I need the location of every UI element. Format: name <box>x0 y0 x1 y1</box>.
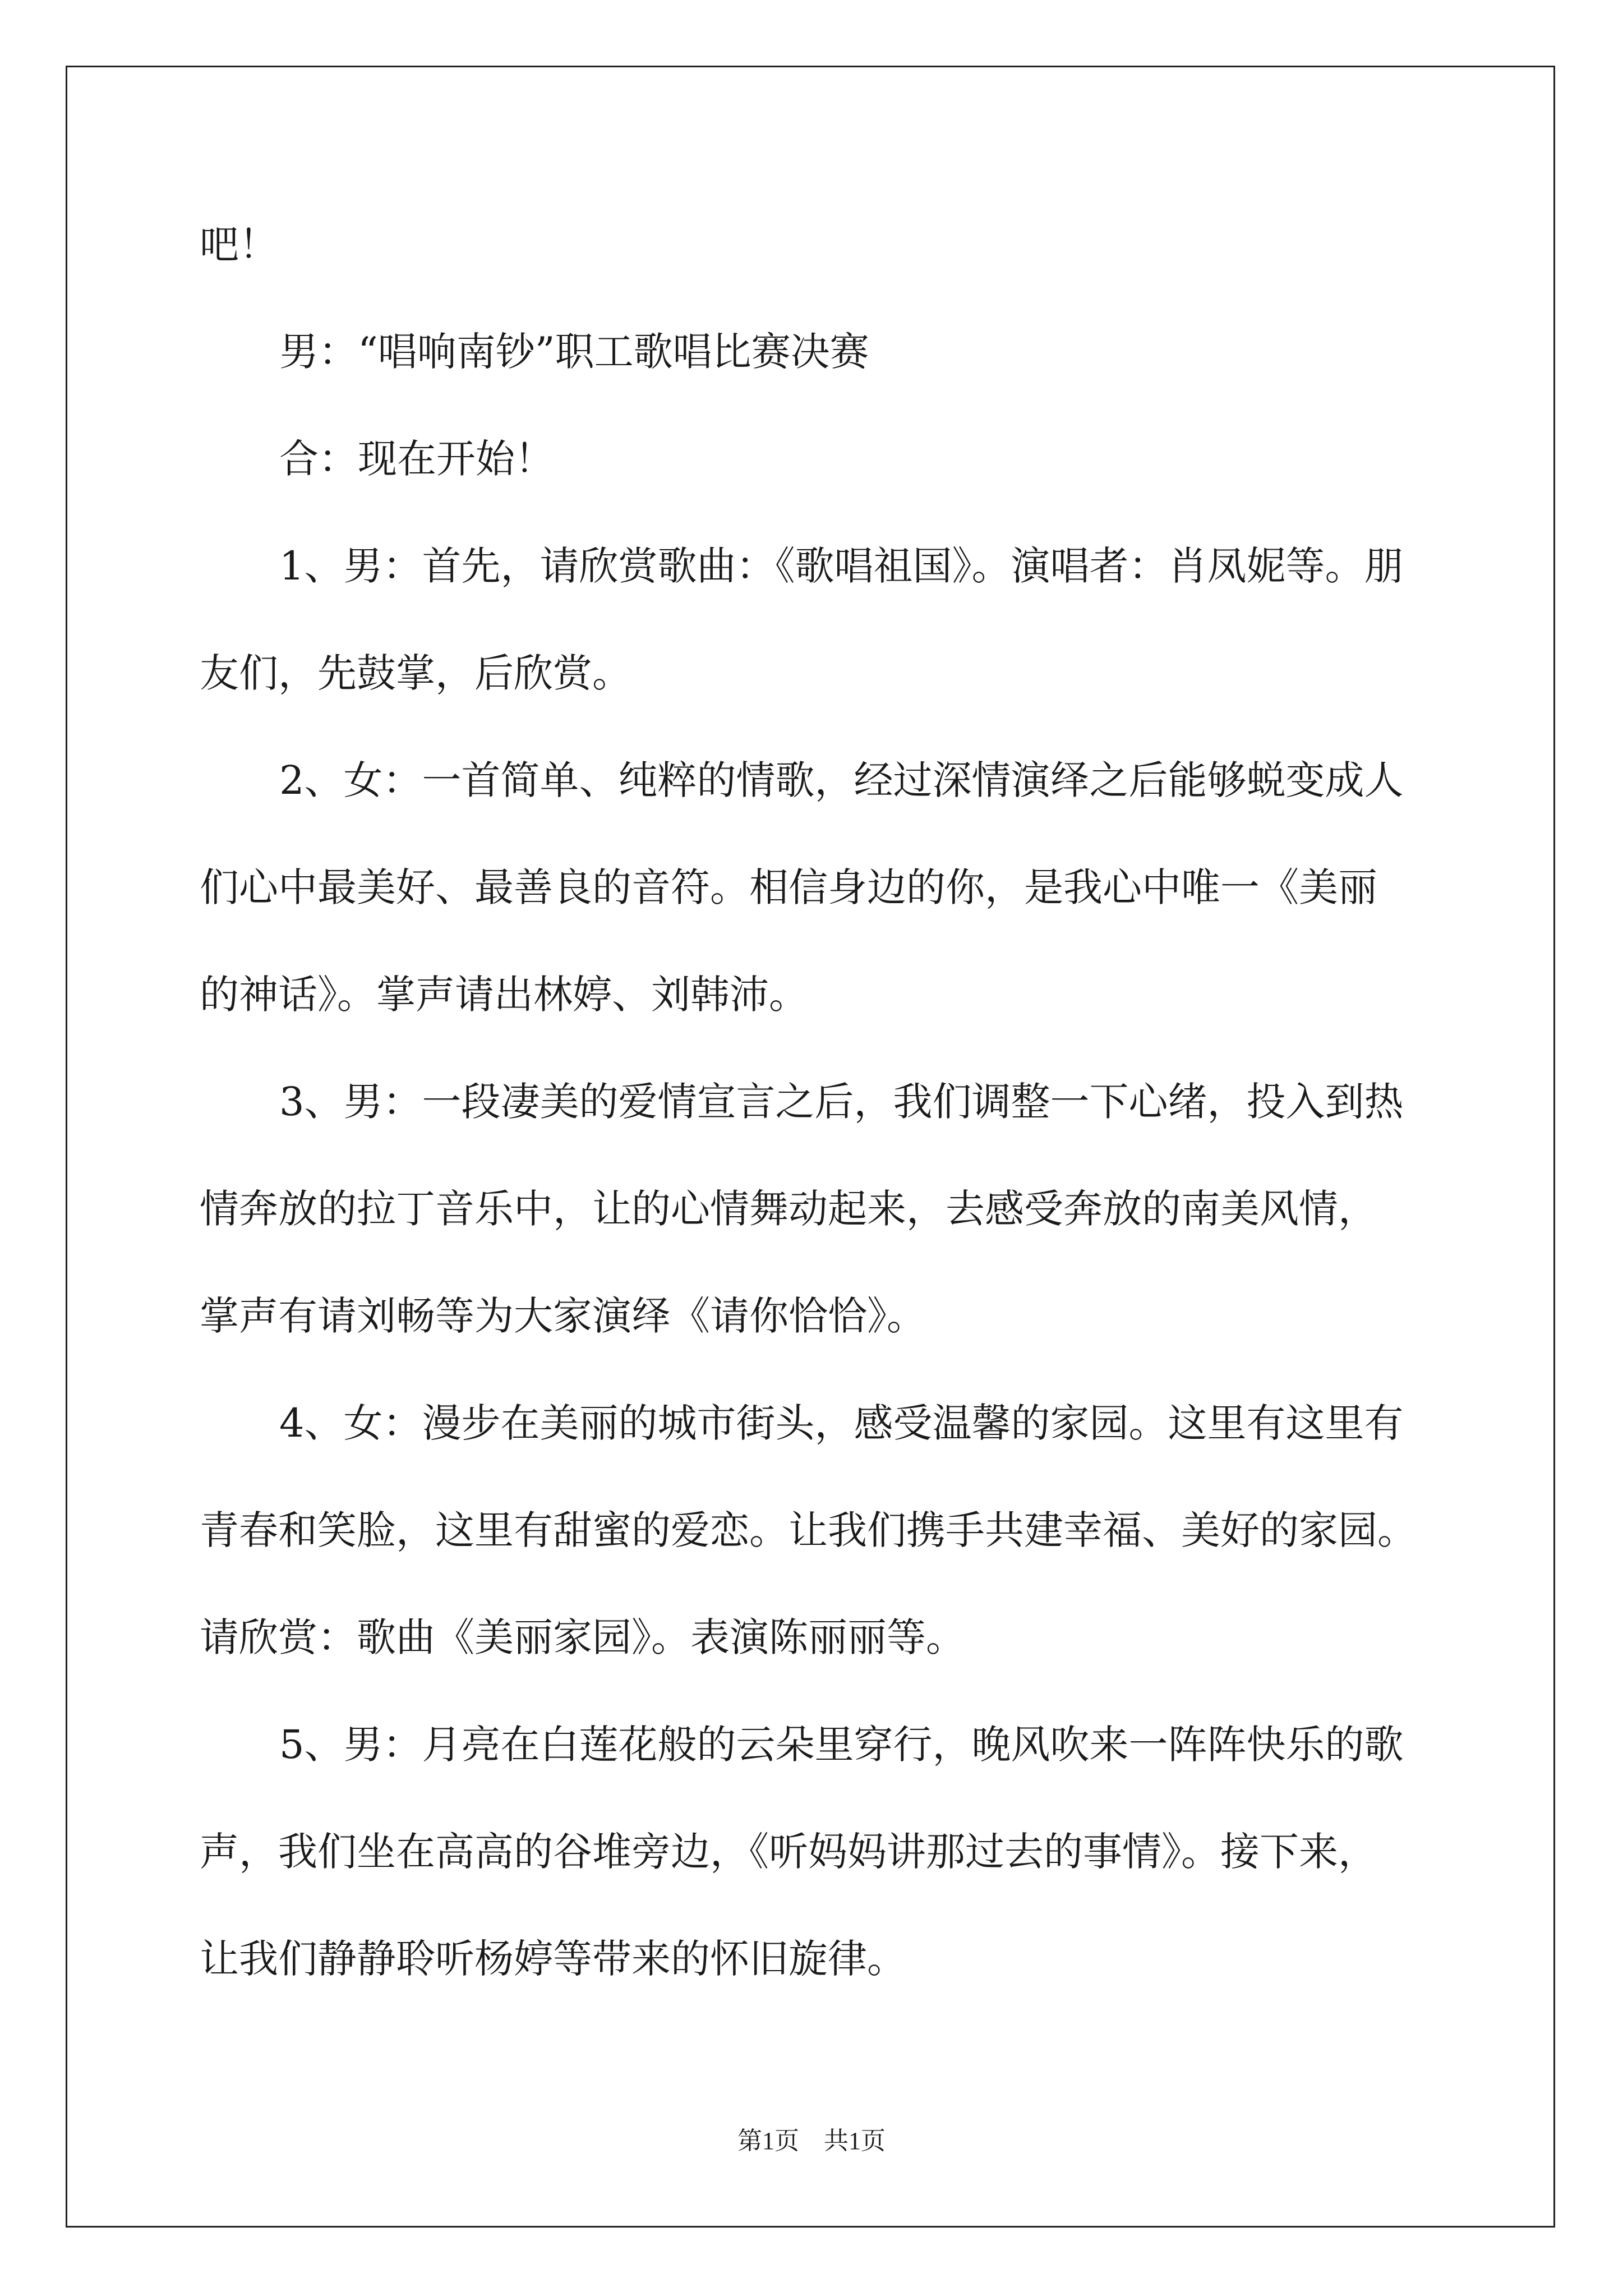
text-line: 让我们静静聆听杨婷等带来的怀旧旋律。 <box>200 1936 906 1982</box>
text-line: 3、男：一段凄美的爱情宣言之后，我们调整一下心绪，投入到热 <box>279 1079 1404 1125</box>
page-frame <box>66 66 1555 2228</box>
text-line: 合：现在开始！ <box>279 436 554 482</box>
text-line: 的神话》。掌声请出林婷、刘韩沛。 <box>200 972 808 1018</box>
text-line: 2、女：一首简单、纯粹的情歌，经过深情演绎之后能够蜕变成人 <box>279 757 1404 803</box>
text-line: 4、女：漫步在美丽的城市街头，感受温馨的家园。这里有这里有 <box>279 1400 1404 1446</box>
text-line: 青春和笑脸，这里有甜蜜的爱恋。让我们携手共建幸福、美好的家园。 <box>200 1507 1417 1553</box>
text-line: 5、男：月亮在白莲花般的云朵里穿行，晚风吹来一阵阵快乐的歌 <box>279 1722 1404 1768</box>
text-line: 男：“唱响南钞”职工歌唱比赛决赛 <box>279 329 869 375</box>
text-line: 1、男：首先，请欣赏歌曲：《歌唱祖国》。演唱者：肖凤妮等。朋 <box>279 543 1404 589</box>
page-number-footer: 第1页 共1页 <box>737 2127 886 2155</box>
text-line: 们心中最美好、最善良的音符。相信身边的你，是我心中唯一《美丽 <box>200 864 1377 910</box>
text-line: 友们，先鼓掌，后欣赏。 <box>200 650 631 696</box>
text-line: 请欣赏：歌曲《美丽家园》。表演陈丽丽等。 <box>200 1614 965 1660</box>
text-line: 吧！ <box>200 222 278 268</box>
text-line: 掌声有请刘畅等为大家演绎《请你恰恰》。 <box>200 1293 926 1339</box>
text-line: 声，我们坐在高高的谷堆旁边，《听妈妈讲那过去的事情》。接下来， <box>200 1829 1377 1875</box>
text-line: 情奔放的拉丁音乐中，让的心情舞动起来，去感受奔放的南美风情， <box>200 1186 1377 1232</box>
